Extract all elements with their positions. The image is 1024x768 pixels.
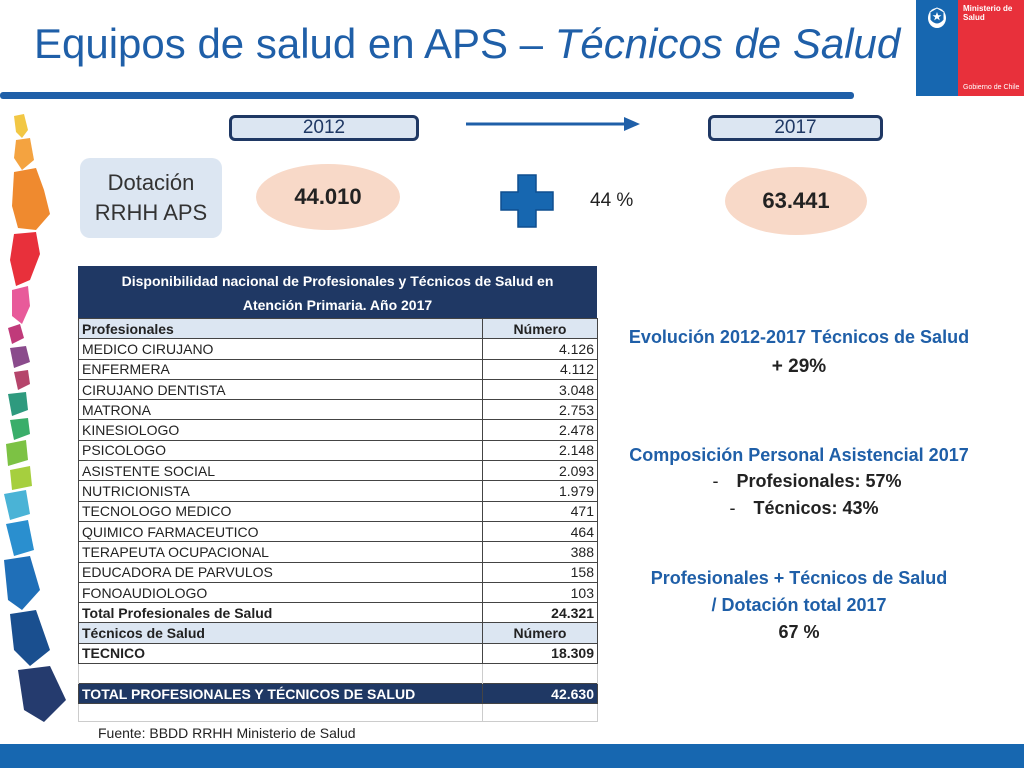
- plus-icon: [499, 173, 555, 229]
- row-name: ASISTENTE SOCIAL: [79, 461, 483, 481]
- composicion-block: [604, 442, 994, 522]
- row-value: 2.148: [483, 440, 598, 460]
- table-row: [79, 521, 598, 541]
- table-title-line1: Disponibilidad nacional de Profesionales y Técnicos de Salud en: [121, 273, 554, 289]
- table-row: [79, 562, 598, 582]
- header-tecnicos: Técnicos de Salud: [79, 623, 483, 643]
- table-row: [79, 501, 598, 521]
- chile-regions-map: [0, 110, 70, 730]
- list-item: - Profesionales: 57%: [712, 471, 902, 491]
- row-value: 2.753: [483, 400, 598, 420]
- row-name: KINESIOLOGO: [79, 420, 483, 440]
- ratio-line2: / Dotación total 2017: [711, 595, 887, 615]
- row-value: 464: [483, 521, 598, 541]
- table-title: [78, 266, 597, 318]
- coat-of-arms-icon: [921, 4, 953, 30]
- row-value: 4.126: [483, 339, 598, 359]
- header-numero: Número: [483, 319, 598, 339]
- tecnico-value: 18.309: [483, 643, 598, 663]
- dotacion-growth: 44 %: [590, 190, 634, 211]
- row-value: 4.112: [483, 359, 598, 379]
- logo-blue-band: [916, 0, 958, 96]
- table-row: [79, 400, 598, 420]
- ministry-logo: [916, 0, 1024, 96]
- government-name: Gobierno de Chile: [963, 84, 1020, 91]
- total-profesionales-row: [79, 603, 598, 623]
- source-note: Fuente: BBDD RRHH Ministerio de Salud: [98, 725, 356, 741]
- table-row: [79, 339, 598, 359]
- total-profesionales-value: 24.321: [483, 603, 598, 623]
- title-underline: [0, 92, 854, 99]
- personnel-table: [78, 266, 597, 722]
- arrow-right-icon: [466, 116, 642, 132]
- evolucion-value: + 29%: [771, 356, 827, 377]
- dotacion-2017-value: 63.441: [725, 167, 867, 235]
- table-row: [79, 440, 598, 460]
- table-row: [79, 582, 598, 602]
- row-value: 1.979: [483, 481, 598, 501]
- row-name: MEDICO CIRUJANO: [79, 339, 483, 359]
- table-row: [79, 359, 598, 379]
- grand-total-value: 42.630: [483, 684, 598, 704]
- year-2012-box: 2012: [229, 115, 419, 141]
- slide-title-main: Equipos de salud en APS –: [34, 20, 555, 67]
- row-name: TERAPEUTA OCUPACIONAL: [79, 542, 483, 562]
- year-2017-box: 2017: [708, 115, 883, 141]
- row-name: EDUCADORA DE PARVULOS: [79, 562, 483, 582]
- ratio-line1: Profesionales + Técnicos de Salud: [650, 568, 948, 588]
- table-title-line2: Atención Primaria. Año 2017: [242, 297, 433, 313]
- composicion-profesionales: Profesionales: 57%: [736, 471, 902, 491]
- row-name: MATRONA: [79, 400, 483, 420]
- tecnicos-header-row: [79, 623, 598, 643]
- row-value: 103: [483, 582, 598, 602]
- slide-title: [34, 20, 900, 68]
- table-header-row: [79, 319, 598, 339]
- ratio-value: 67 %: [778, 622, 820, 642]
- row-name: NUTRICIONISTA: [79, 481, 483, 501]
- slide-title-italic: Técnicos de Salud: [554, 20, 901, 67]
- dotacion-line2: RRHH APS: [94, 200, 208, 225]
- header-profesionales: Profesionales: [79, 319, 483, 339]
- dotacion-label-box: [80, 158, 222, 238]
- table-row: [79, 542, 598, 562]
- row-value: 3.048: [483, 379, 598, 399]
- tecnico-label: TECNICO: [79, 643, 483, 663]
- row-value: 2.478: [483, 420, 598, 440]
- row-name: TECNOLOGO MEDICO: [79, 501, 483, 521]
- table-row: [79, 481, 598, 501]
- evolucion-block: [604, 324, 994, 384]
- header-tecnicos-numero: Número: [483, 623, 598, 643]
- spacer-row: [79, 664, 598, 684]
- composicion-tecnicos: Técnicos: 43%: [753, 498, 879, 518]
- row-name: QUIMICO FARMACEUTICO: [79, 521, 483, 541]
- row-value: 2.093: [483, 461, 598, 481]
- composicion-title: Composición Personal Asistencial 2017: [629, 445, 969, 465]
- dotacion-line1: Dotación: [107, 170, 195, 195]
- composicion-list: [604, 468, 994, 522]
- row-value: 388: [483, 542, 598, 562]
- grand-total-label: TOTAL PROFESIONALES Y TÉCNICOS DE SALUD: [79, 684, 483, 704]
- footer-bar: [0, 744, 1024, 768]
- row-name: PSICOLOGO: [79, 440, 483, 460]
- table-row: [79, 379, 598, 399]
- ministry-name: Ministerio de Salud: [963, 4, 1013, 22]
- dotacion-2012-value: 44.010: [256, 164, 400, 230]
- ratio-block: [604, 565, 994, 646]
- row-name: ENFERMERA: [79, 359, 483, 379]
- row-value: 471: [483, 501, 598, 521]
- spacer-row: [79, 704, 598, 722]
- total-profesionales-label: Total Profesionales de Salud: [79, 603, 483, 623]
- list-item: - Técnicos: 43%: [729, 498, 879, 518]
- row-name: FONOAUDIOLOGO: [79, 582, 483, 602]
- grand-total-row: [79, 684, 598, 704]
- table-row: [79, 461, 598, 481]
- personnel-grid: [78, 318, 598, 722]
- tecnico-row: [79, 643, 598, 663]
- table-row: [79, 420, 598, 440]
- evolucion-title: Evolución 2012-2017 Técnicos de Salud: [628, 327, 970, 347]
- logo-red-band: [958, 0, 1024, 96]
- row-value: 158: [483, 562, 598, 582]
- row-name: CIRUJANO DENTISTA: [79, 379, 483, 399]
